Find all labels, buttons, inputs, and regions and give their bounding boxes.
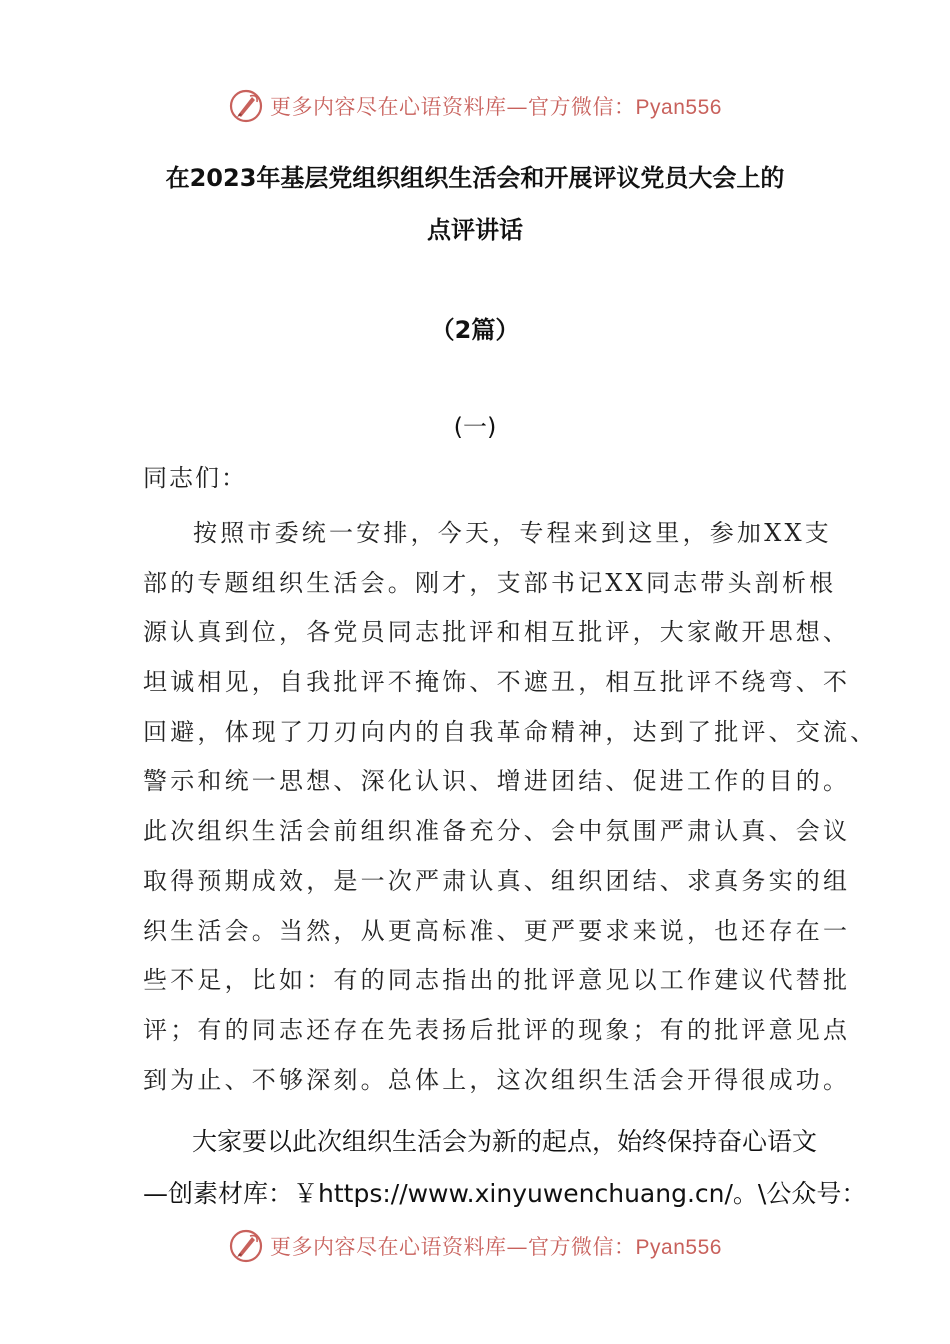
paragraph-line: 织生活会。当然，从更高标准、更严要求来说，也还存在一 [143, 916, 851, 945]
document-title-line1: 在2023年基层党组织组织生活会和开展评议党员大会上的 [165, 164, 785, 192]
wechat-id: Pyan556 [635, 96, 722, 119]
watermark-banner-top [0, 86, 950, 126]
salutation: 同志们： [143, 464, 247, 492]
quill-pen-logo-icon [228, 88, 264, 124]
paragraph-line: —创素材库：￥https://www.xinyuwenchuang.cn/。\公众号： [143, 1179, 867, 1208]
watermark-text: 更多内容尽在心语资料库—官方微信：Pyan556 [270, 95, 722, 119]
wechat-id: Pyan556 [635, 1236, 722, 1259]
paragraph-line: 回避，体现了刀刃向内的自我革命精神，达到了批评、交流、 [143, 717, 878, 746]
paragraph-line: 源认真到位，各党员同志批评和相互批评，大家敞开思想、 [143, 618, 851, 647]
paragraph-line: 部的专题组织生活会。刚才，支部书记XX同志带头剖析根 [143, 568, 837, 597]
paragraph-line: 评；有的同志还存在先表扬后批评的现象；有的批评意见点 [143, 1015, 851, 1044]
paragraph-line: 此次组织生活会前组织准备充分、会中氛围严肃认真、会议 [143, 817, 851, 846]
watermark-banner-bottom [0, 1226, 950, 1266]
paragraph-line: 按照市委统一安排，今天，专程来到这里，参加XX支 [193, 519, 832, 547]
paragraph-line: 到为止、不够深刻。总体上，这次组织生活会开得很成功。 [143, 1065, 851, 1094]
paragraph-line: 大家要以此次组织生活会为新的起点，始终保持奋心语文 [192, 1127, 818, 1156]
paragraph-line: 警示和统一思想、深化认识、增进团结、促进工作的目的。 [143, 767, 851, 796]
paragraph-line: 些不足，比如：有的同志指出的批评意见以工作建议代替批 [143, 966, 851, 995]
watermark-text: 更多内容尽在心语资料库—官方微信：Pyan556 [270, 1235, 722, 1259]
quill-pen-logo-icon [228, 1228, 264, 1264]
paragraph-1 [143, 515, 878, 1111]
paragraph-2 [143, 1122, 867, 1226]
document-title-line2: 点评讲话 [427, 216, 523, 244]
paragraph-line: 坦诚相见，自我批评不掩饰、不遮丑，相互批评不绕弯、不 [143, 668, 851, 697]
paragraph-line: 取得预期成效，是一次严肃认真、组织团结、求真务实的组 [143, 866, 851, 895]
section-marker: (一) [453, 413, 497, 441]
article-count: （2篇） [430, 316, 520, 344]
